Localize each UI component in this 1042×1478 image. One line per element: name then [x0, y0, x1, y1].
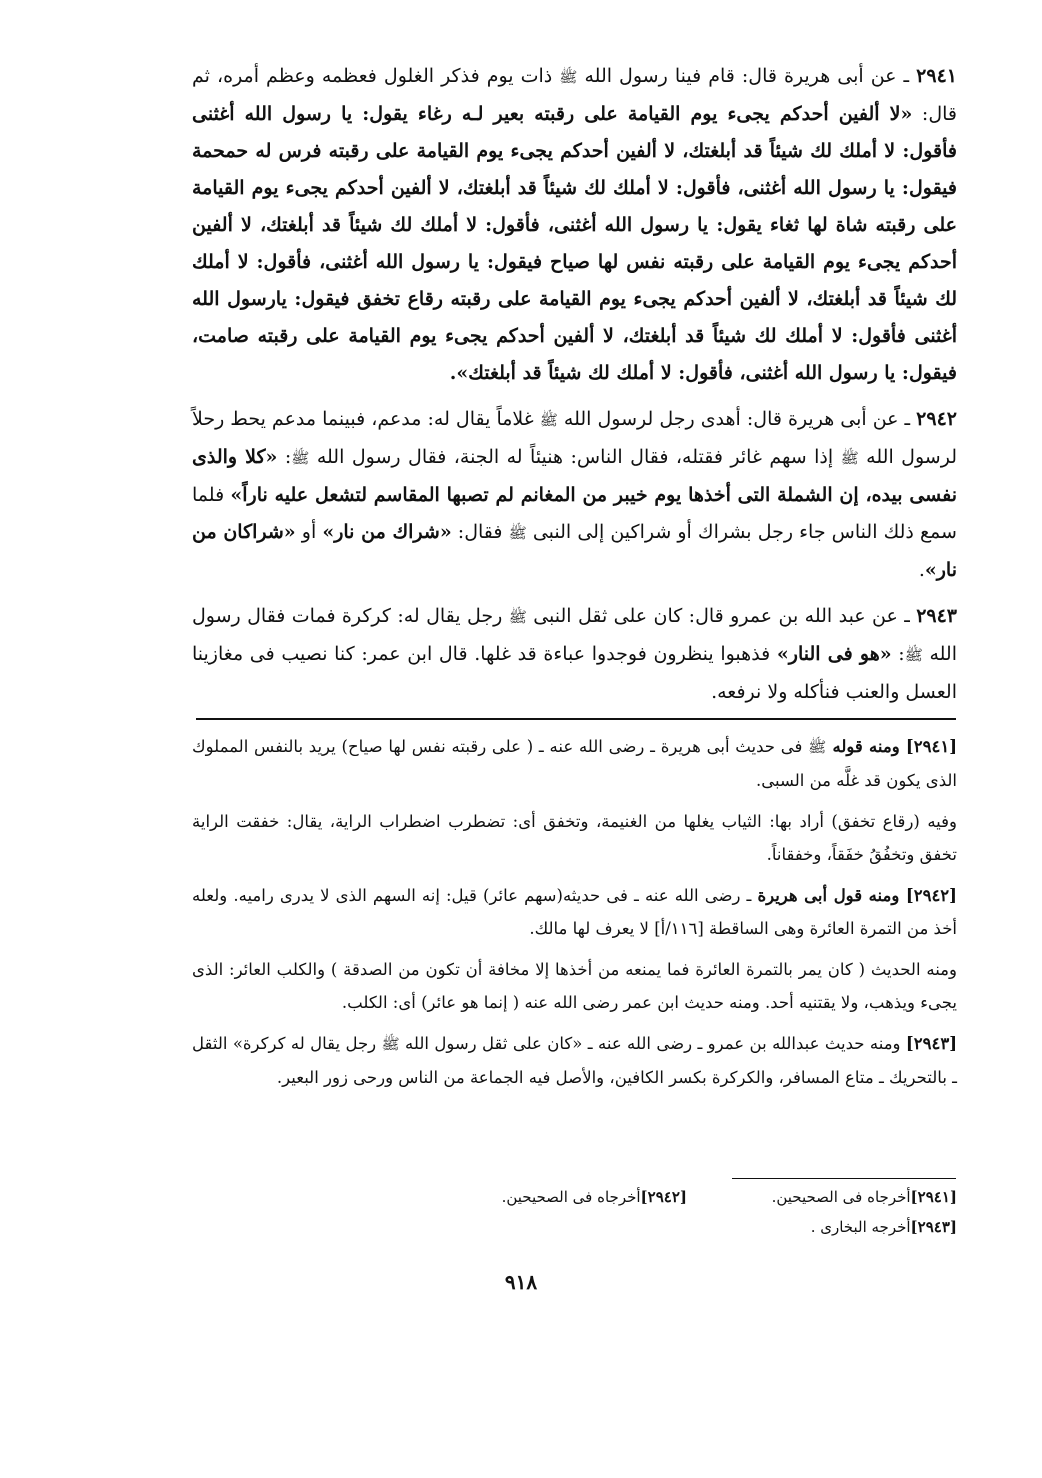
commentary-2942	[192, 879, 957, 945]
commentary-2941-cont	[192, 805, 957, 871]
prophetic-quote: «شراكان من نار»	[192, 521, 957, 581]
footnote-number: [٢٩٤١]	[910, 1188, 957, 1206]
footnote-text: أخرجه البخارى .	[810, 1218, 911, 1236]
commentary-text: رجل يقال له كركرة» الثقل ـ بالتحريك ـ متاع المسافر، والكركرة بكسر الكافين، والأصل فيه الجماعة من الناس ورحى زور البعير.	[192, 1034, 957, 1087]
section-divider	[196, 718, 956, 720]
hadith-text: :	[277, 446, 292, 468]
footnote-number: [٢٩٤٣]	[910, 1218, 957, 1236]
hadith-text: .	[918, 559, 925, 581]
hadith-text-block	[192, 58, 957, 720]
commentary-2942-cont	[192, 953, 957, 1019]
hadith-text: ذات يوم فذكر الغلول فعظمه وعظم أمره، ثم قال:	[192, 65, 957, 125]
commentary-number: [٢٩٤٢]	[905, 886, 957, 905]
hadith-number: ٢٩٤١	[916, 65, 957, 87]
salutation-glyph: ﷺ	[508, 608, 527, 626]
commentary-lead: ومنه قوله	[826, 737, 906, 756]
hadith-text: :	[891, 643, 905, 665]
hadith-number: ٢٩٤٢	[916, 408, 957, 430]
hadith-2943	[192, 598, 957, 711]
footnote-text: أخرجاه فى الصحيحين.	[501, 1188, 641, 1206]
salutation-glyph: ﷺ	[508, 524, 527, 542]
commentary-number: [٢٩٤٣]	[905, 1034, 957, 1053]
hadith-2942	[192, 401, 957, 589]
footnote-row	[192, 1212, 957, 1242]
commentary-2943	[192, 1027, 957, 1094]
hadith-number: ٢٩٤٣	[916, 605, 958, 627]
hadith-text: ـ عن أبى هريرة قال: قام فينا رسول الله	[577, 65, 917, 87]
commentary-number: [٢٩٤١]	[905, 737, 957, 756]
hadith-text: إذا سهم غائر فقتله، فقال الناس: هنيئاً له الجنة، فقال رسول الله	[309, 446, 841, 468]
prophetic-quote: «لا ألفين أحدكم يجىء يوم القيامة على رقبته بعير لـه رغاء يقول: يا رسول الله أغثنى فأقول: لا أملك لك شيئاً قد أبلغتك، لا ألفين أحدكم يجىء يوم القيامة على رقبته فرس له حمحمة فيقول: يا رسول الله أغثنى، فأقول: لا أملك لك شيئاً قد أبلغتك، لا ألفين أحدكم يجىء يوم القيامة على رقبته شاة لها ثغاء يقول: يا رسول الله أغثنى، فأقول: لا أملك لك شيئاً قد أبلغتك، لا ألفين أحدكم يجىء يوم القيامة على رقبته نفس لها صياح فيقول: يا رسول الله أغثنى، فأقول: لا أملك لك شيئاً قد أبلغتك، لا ألفين أحدكم يجىء يوم القيامة على رقبته رقاع تخفق فيقول: يارسول الله أغثنى فأقول: لا أملك لك شيئاً قد أبلغتك، لا ألفين أحدكم يجىء يوم القيامة على رقبته صامت، فيقول: يا رسول الله أغثنى، فأقول: لا أملك لك شيئاً قد أبلغتك».	[192, 103, 957, 384]
hadith-text: ـ عن عبد الله بن عمرو قال: كان على ثقل النبى	[526, 605, 917, 627]
commentary-block	[192, 730, 957, 1102]
salutation-glyph: ﷺ	[539, 411, 558, 429]
commentary-text: فى حديث أبى هريرة ـ رضى الله عنه ـ ( على رقبته نفس لها صياح) يريد بالنفس المملوك الذى يكون قد غلَّه من السبى.	[192, 737, 957, 790]
hadith-text: فقال:	[451, 521, 509, 543]
footnote-number: [٢٩٤٢]	[640, 1188, 687, 1206]
hadith-text: ـ عن أبى هريرة قال: أهدى رجل لرسول الله	[557, 408, 917, 430]
footnote-2942	[417, 1182, 687, 1212]
hadith-text: غلاماً يقال له: مدعم، فبينما مدعم يحط رحلاً لرسول الله	[192, 408, 957, 468]
commentary-lead: ومنه قول أبى هريرة	[757, 886, 906, 905]
salutation-glyph: ﷺ	[559, 68, 578, 86]
footnote-text: أخرجاه فى الصحيحين.	[771, 1188, 911, 1206]
page-number: ٩١٨	[504, 1270, 538, 1294]
commentary-text: وفيه (رقاع تخفق) أراد بها: الثياب يغلها من الغنيمة، وتخفق أى: تضطرب اضطراب الراية، يقال: خفقت الراية تخفق وتخفُقُ خفَقاً، وخفقاناً.	[192, 812, 957, 864]
hadith-text: أو	[295, 521, 323, 543]
hadith-2941	[192, 58, 957, 392]
commentary-text: ومنه الحديث ( كان يمر بالتمرة العائرة فما يمنعه من أخذها إلا مخافة أن تكون من الصدقة ) والكلب العائر: الذى يجىء ويذهب، ولا يقتنيه أحد. ومنه حديث ابن عمر رضى الله عنه ( إنما هو عائر) أى: الكلب.	[192, 960, 957, 1012]
commentary-text: ومنه حديث عبدالله بن عمرو ـ رضى الله عنه ـ «كان على ثقل رسول الله	[399, 1034, 906, 1053]
footnote-2941	[687, 1182, 957, 1212]
hadith-text: فلما سمع ذلك الناس جاء رجل بشراك أو شراكين إلى النبى	[192, 484, 957, 543]
footnote-row	[192, 1182, 957, 1212]
footnote-divider	[732, 1178, 956, 1179]
commentary-text: ـ رضى الله عنه ـ فى حديثه(سهم عائر) قيل: إنه السهم الذى لا يدرى راميه. ولعله أخذ من التمرة العائرة وهى الساقطة [١١٦/أ] لا يعرف لها مالك.	[192, 886, 957, 938]
prophetic-quote: «شراك من نار»	[322, 521, 452, 543]
salutation-glyph: ﷺ	[808, 738, 827, 756]
footnote-2943	[687, 1212, 957, 1242]
prophetic-quote: «هو فى النار»	[776, 643, 892, 665]
salutation-glyph: ﷺ	[291, 449, 310, 467]
commentary-2941	[192, 730, 957, 797]
source-footnotes	[192, 1182, 957, 1242]
hadith-text: رجل يقال له: كركرة فمات فقال رسول الله	[192, 605, 958, 665]
hadith-text: فذهبوا ينظرون فوجدوا عباءة قد غلها. قال ابن عمر: كنا نصيب فى مغازينا العسل والعنب فنأكله ولا نرفعه.	[192, 643, 957, 703]
salutation-glyph: ﷺ	[381, 1035, 400, 1053]
salutation-glyph: ﷺ	[904, 646, 923, 664]
prophetic-quote: «كلا والذى نفسى بيده، إن الشملة التى أخذها يوم خيبر من المغانم لم تصبها المقاسم لتشعل عليه ناراً»	[192, 446, 958, 506]
salutation-glyph: ﷺ	[840, 449, 859, 467]
